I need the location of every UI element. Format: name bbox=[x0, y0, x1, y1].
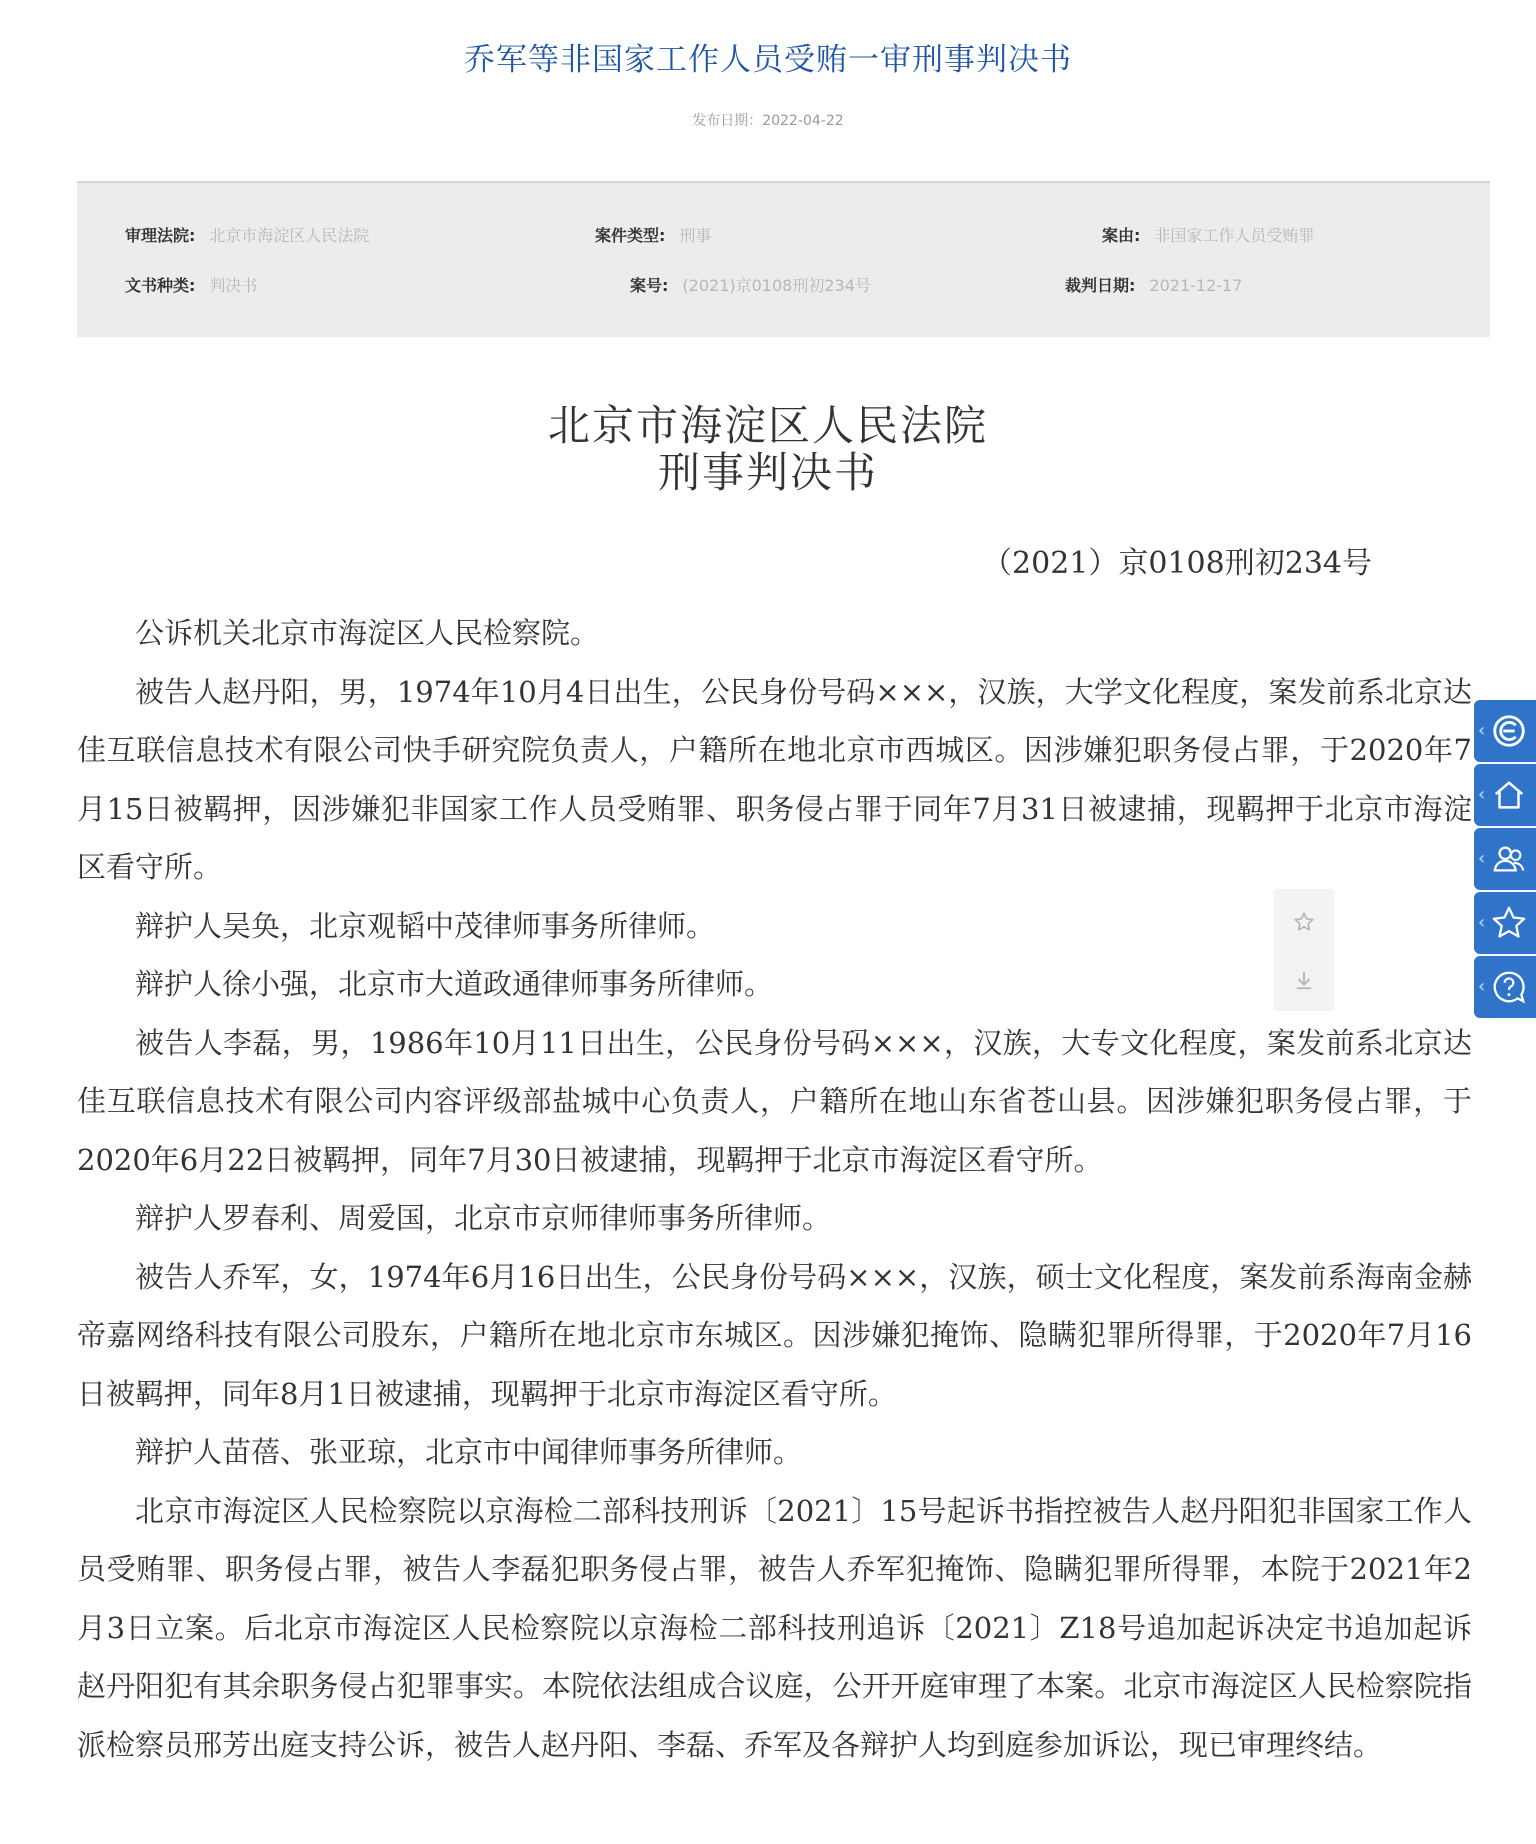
logo-icon bbox=[1490, 712, 1528, 750]
chevron-left-icon: ‹ bbox=[1478, 976, 1486, 997]
page-title: 乔军等非国家工作人员受贿一审刑事判决书 bbox=[464, 42, 1072, 78]
paragraph: 被告人赵丹阳，男，1974年10月4日出生，公民身份号码×××，汉族，大学文化程度，案发前系北京达佳互联信息技术有限公司快手研究院负责人，户籍所在地北京市西城区。因涉嫌犯职务侵占罪，于2020年7月15日被羁押，因涉嫌犯非国家工作人员受贿罪、职务侵占罪于同年7月31日被逮捕，现羁押于北京市海淀区看守所。 bbox=[77, 674, 1472, 884]
meta-case-type-value: 刑事 bbox=[679, 226, 712, 245]
meta-court-value: 北京市海淀区人民法院 bbox=[209, 226, 370, 245]
floating-toolbar bbox=[1274, 889, 1334, 1011]
meta-doc-type-value: 判决书 bbox=[209, 276, 258, 295]
users-icon bbox=[1490, 840, 1528, 878]
meta-case-type-label: 案件类型: bbox=[595, 226, 666, 245]
side-home-button[interactable] bbox=[1474, 764, 1536, 826]
paragraph: 北京市海淀区人民检察院以京海检二部科技刑诉〔2021〕15号起诉书指控被告人赵丹阳犯非国家工作人员受贿罪、职务侵占罪，被告人李磊犯职务侵占罪，被告人乔军犯掩饰、隐瞒犯罪所得罪，本院于2021年2月3日立案。后北京市海淀区人民检察院以京海检二部科技刑追诉〔2021〕Z18号追加起诉决定书追加起诉赵丹阳犯有其余职务侵占犯罪事实。本院依法组成合议庭，公开开庭审理了本案。北京市海淀区人民检察院指派检察员邢芳出庭支持公诉，被告人赵丹阳、李磊、乔军及各辩护人均到庭参加诉讼，现已审理终结。 bbox=[77, 1493, 1472, 1762]
meta-court bbox=[125, 223, 369, 246]
meta-court-label: 审理法院: bbox=[125, 226, 196, 245]
chevron-left-icon: ‹ bbox=[1478, 848, 1486, 869]
meta-judge-date-value: 2021-12-17 bbox=[1149, 276, 1243, 295]
chevron-left-icon: ‹ bbox=[1478, 720, 1486, 741]
paragraph: 被告人乔军，女，1974年6月16日出生，公民身份号码×××，汉族，硕士文化程度，案发前系海南金赫帝嘉网络科技有限公司股东，户籍所在地北京市东城区。因涉嫌犯掩饰、隐瞒犯罪所得罪，于2020年7月16日被羁押，同年8月1日被逮捕，现羁押于北京市海淀区看守所。 bbox=[77, 1259, 1472, 1411]
document-case-number: （2021）京0108刑初234号 bbox=[982, 546, 1372, 581]
paragraph: 被告人李磊，男，1986年10月11日出生，公民身份号码×××，汉族，大专文化程度，案发前系北京达佳互联信息技术有限公司内容评级部盐城中心负责人，户籍所在地山东省苍山县。因涉嫌犯职务侵占罪，于2020年6月22日被羁押，同年7月30日被逮捕，现羁押于北京市海淀区看守所。 bbox=[77, 1025, 1472, 1177]
paragraph: 辩护人苗蓓、张亚琼，北京市中闻律师事务所律师。 bbox=[135, 1435, 803, 1469]
paragraph: 辩护人徐小强，北京市大道政通律师事务所律师。 bbox=[135, 967, 774, 1001]
meta-cause bbox=[1102, 223, 1314, 246]
paragraph: 公诉机关北京市海淀区人民检察院。 bbox=[135, 616, 600, 650]
side-users-button[interactable] bbox=[1474, 828, 1536, 890]
paragraph: 辩护人吴奂，北京观韬中茂律师事务所律师。 bbox=[135, 908, 716, 943]
meta-case-no-label: 案号: bbox=[630, 276, 669, 295]
help-icon bbox=[1490, 968, 1528, 1006]
side-help-button[interactable] bbox=[1474, 956, 1536, 1018]
document-body bbox=[77, 604, 1472, 1774]
meta-case-type bbox=[595, 223, 711, 246]
meta-judge-date-label: 裁判日期: bbox=[1065, 276, 1136, 295]
paragraph: 辩护人罗春利、周爱国，北京市京师律师事务所律师。 bbox=[135, 1201, 832, 1235]
chevron-left-icon: ‹ bbox=[1478, 912, 1486, 933]
meta-doc-type-label: 文书种类: bbox=[125, 276, 196, 295]
download-icon bbox=[1293, 969, 1315, 991]
meta-cause-label: 案由: bbox=[1102, 226, 1141, 245]
case-info-panel bbox=[77, 181, 1490, 337]
home-icon bbox=[1490, 776, 1528, 814]
court-name: 北京市海淀区人民法院 bbox=[547, 401, 988, 450]
download-button[interactable] bbox=[1274, 955, 1334, 1005]
star-icon bbox=[1490, 904, 1528, 942]
meta-judge-date bbox=[1065, 273, 1242, 296]
meta-case-no bbox=[630, 273, 871, 296]
star-outline-icon bbox=[1293, 911, 1315, 933]
document-title: 刑事判决书 bbox=[657, 448, 878, 497]
side-logo-button[interactable] bbox=[1474, 700, 1536, 762]
meta-cause-value: 非国家工作人员受贿罪 bbox=[1154, 226, 1315, 245]
publish-date: 发布日期：2022-04-22 bbox=[692, 113, 844, 129]
favorite-button[interactable] bbox=[1274, 897, 1334, 947]
meta-doc-type bbox=[125, 273, 257, 296]
chevron-left-icon: ‹ bbox=[1478, 784, 1486, 805]
side-favorite-button[interactable] bbox=[1474, 892, 1536, 954]
meta-case-no-value: (2021)京0108刑初234号 bbox=[682, 276, 871, 295]
